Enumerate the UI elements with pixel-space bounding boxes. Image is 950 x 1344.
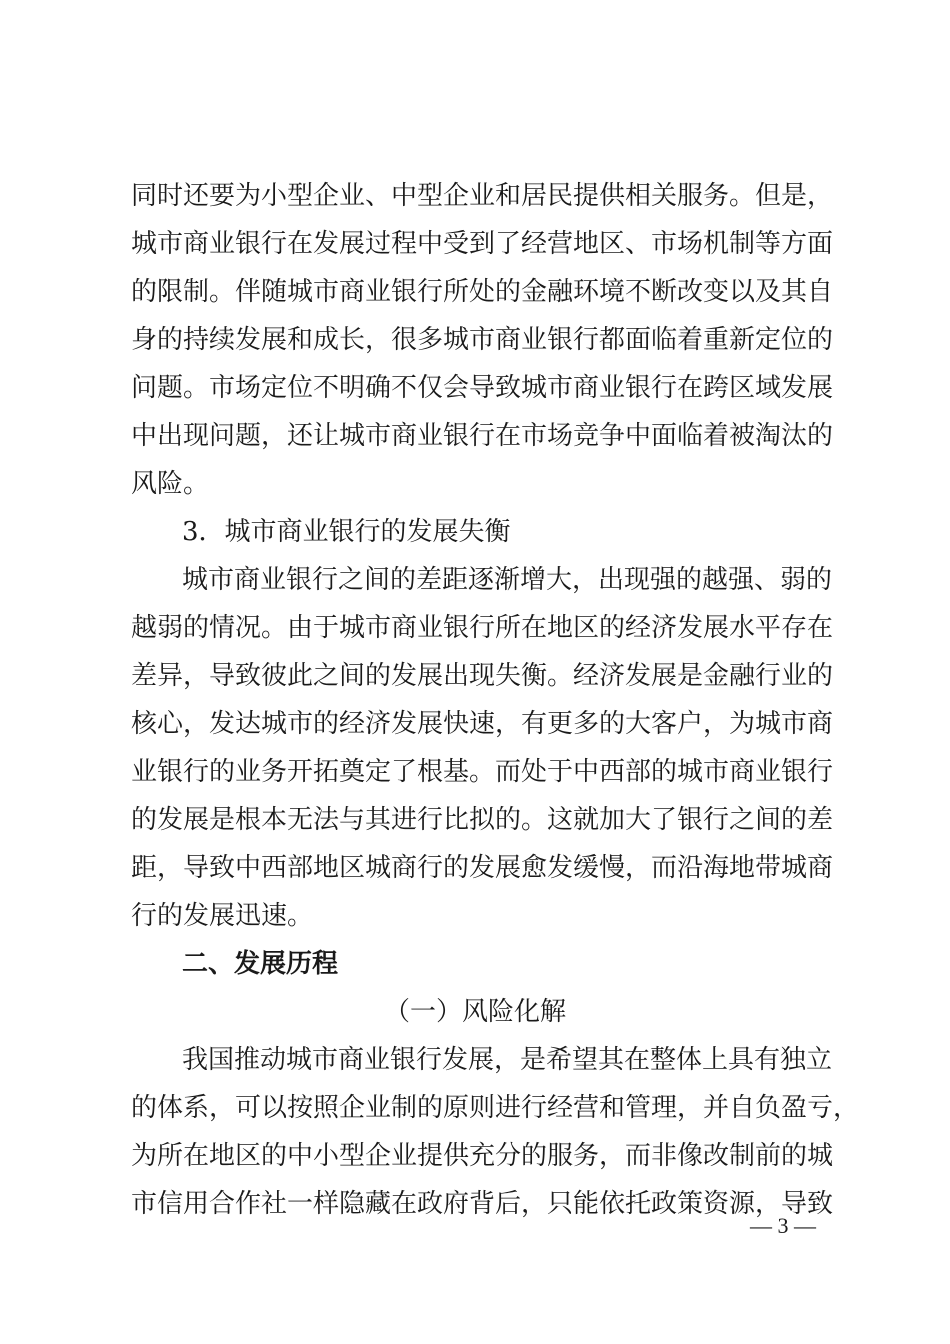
subheading-3: 3．城市商业银行的发展失衡 [182, 517, 511, 547]
paragraph-line: 同时还要为小型企业、中型企业和居民提供相关服务。但是， [131, 181, 834, 211]
page-number: — 3 — [750, 1213, 816, 1238]
paragraph-line: 风险。 [131, 469, 210, 499]
paragraph-line: 中出现问题，还让城市商业银行在市场竞争中面临着被淘汰的 [131, 421, 834, 451]
paragraph-line: 为所在地区的中小型企业提供充分的服务，而非像改制前的城 [131, 1141, 834, 1171]
paragraph-line: 城市商业银行之间的差距逐渐增大，出现强的越强、弱的 [182, 565, 833, 595]
paragraph-line: 差异，导致彼此之间的发展出现失衡。经济发展是金融行业的 [131, 661, 834, 691]
paragraph-line: 的体系，可以按照企业制的原则进行经营和管理，并自负盈亏， [131, 1093, 860, 1123]
paragraph-line: 身的持续发展和成长，很多城市商业银行都面临着重新定位的 [131, 325, 834, 355]
paragraph-line: 的发展是根本无法与其进行比拟的。这就加大了银行之间的差 [131, 805, 834, 835]
paragraph-line: 的限制。伴随城市商业银行所处的金融环境不断改变以及其自 [131, 277, 834, 307]
paragraph-line: 业银行的业务开拓奠定了根基。而处于中西部的城市商业银行 [131, 757, 834, 787]
subsection-heading: （一）风险化解 [383, 997, 566, 1027]
paragraph-line: 我国推动城市商业银行发展，是希望其在整体上具有独立 [182, 1045, 833, 1075]
paragraph-line: 城市商业银行在发展过程中受到了经营地区、市场机制等方面 [131, 229, 834, 259]
paragraph-line: 距，导致中西部地区城商行的发展愈发缓慢，而沿海地带城商 [131, 853, 834, 883]
section-heading: 二、发展历程 [182, 949, 339, 979]
paragraph-line: 核心，发达城市的经济发展快速，有更多的大客户，为城市商 [131, 709, 834, 739]
paragraph-line: 越弱的情况。由于城市商业银行所在地区的经济发展水平存在 [131, 613, 834, 643]
paragraph-line: 问题。市场定位不明确不仅会导致城市商业银行在跨区域发展 [131, 373, 834, 403]
paragraph-line: 行的发展迅速。 [131, 901, 314, 931]
paragraph-line: 市信用合作社一样隐藏在政府背后，只能依托政策资源，导致 [131, 1189, 834, 1219]
